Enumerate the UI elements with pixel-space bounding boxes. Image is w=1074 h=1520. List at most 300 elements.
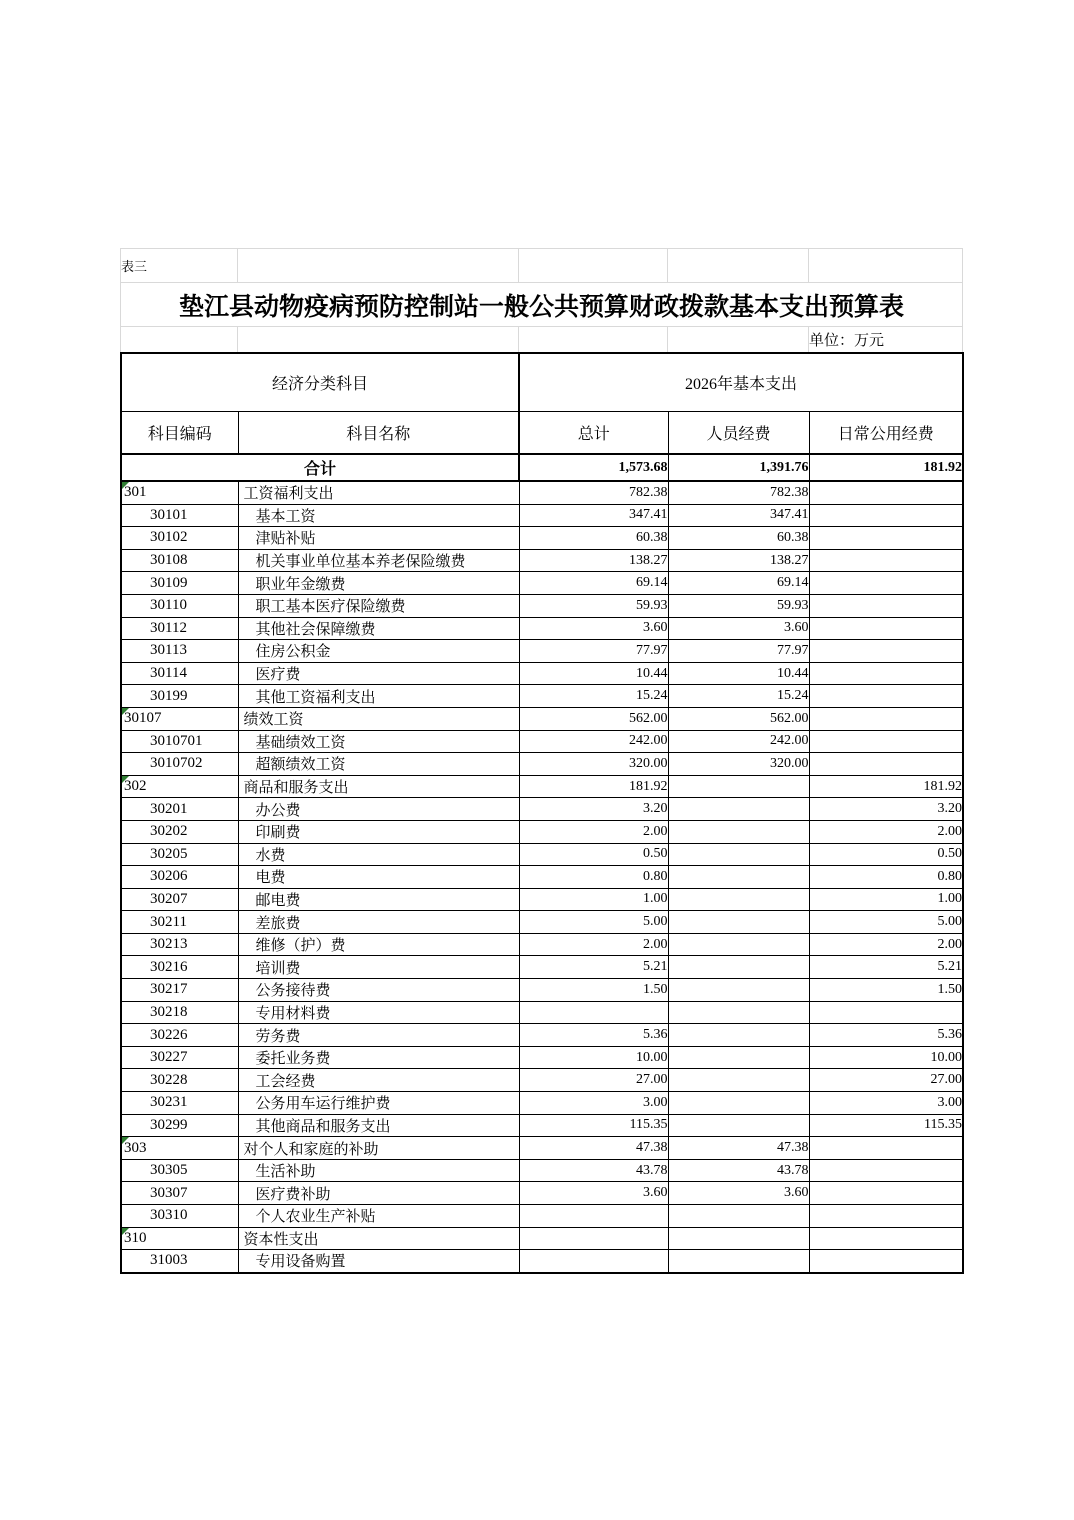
daily-public-value-cell-text: 181.92 [923,778,963,794]
subject-code-cell-text: 30109 [150,574,188,591]
total-row-total: 1,573.68 [519,454,668,481]
subject-name-cell-text: 电费 [255,870,286,887]
total-value-cell [519,1046,668,1069]
subject-name-cell-text: 公务接待费 [255,983,331,1000]
total-value-cell [519,707,668,730]
subject-name-cell-text: 资本性支出 [243,1231,319,1248]
table-row [121,933,963,956]
table-row [121,1205,963,1228]
subject-code-cell [121,820,238,843]
subject-name-cell-text: 超额绩效工资 [255,757,346,774]
subject-name-cell-text: 差旅费 [255,915,301,932]
personnel-value-cell-text: 59.93 [777,597,809,613]
total-value-cell [519,594,668,617]
subject-code-cell [121,956,238,979]
personnel-value-cell [668,707,809,730]
pre-header-grid [120,248,963,352]
total-value-cell-text: 15.24 [636,688,668,704]
subject-code-cell [121,1114,238,1137]
subject-code-cell [121,594,238,617]
table-row [121,617,963,640]
subject-code-cell-text: 310 [124,1229,147,1246]
subject-name-cell [238,617,519,640]
table-row [121,843,963,866]
personnel-value-cell [668,979,809,1002]
subject-name-cell-text: 机关事业单位基本养老保险缴费 [255,554,466,571]
table-row [121,572,963,595]
table-row [121,662,963,685]
total-value-cell [519,820,668,843]
subject-name-cell [238,685,519,708]
personnel-value-cell [668,662,809,685]
empty-cell [238,249,519,283]
personnel-value-cell-text: 69.14 [777,575,809,591]
subject-code-cell [121,1159,238,1182]
daily-public-value-cell-text: 0.50 [937,846,963,862]
subject-name-cell [238,504,519,527]
daily-public-value-cell [809,911,963,934]
column-header-row [121,412,963,455]
subject-code-cell-text: 30114 [150,665,187,682]
unit-note: 单位：万元 [809,327,963,353]
daily-public-value-cell [809,594,963,617]
subject-name-cell-text: 基础绩效工资 [255,734,346,751]
subject-code-cell-text: 30307 [150,1184,188,1201]
subject-code-cell [121,753,238,776]
personnel-value-cell [668,1182,809,1205]
total-value-cell-text: 3.20 [643,801,668,817]
total-value-cell [519,798,668,821]
subject-code-cell-text: 30112 [150,619,187,636]
subject-name-cell-text: 委托业务费 [255,1051,331,1068]
empty-cell [121,327,238,353]
subject-name-cell [238,979,519,1002]
subject-code-cell [121,707,238,730]
personnel-value-cell [668,730,809,753]
total-value-cell [519,866,668,889]
subject-code-cell [121,911,238,934]
daily-public-value-cell [809,843,963,866]
total-value-cell [519,617,668,640]
subject-name-cell-text: 医疗费补助 [255,1186,331,1203]
subject-code-cell-text: 30113 [150,642,187,659]
personnel-value-cell [668,866,809,889]
total-value-cell [519,1092,668,1115]
table-row [121,1114,963,1137]
budget-table [120,352,964,1274]
personnel-value-cell [668,572,809,595]
personnel-value-cell [668,640,809,663]
sheet-label: 表三 [121,249,238,283]
subject-name-cell-text: 专用材料费 [255,1005,331,1022]
total-value-cell [519,1001,668,1024]
daily-public-value-cell [809,1227,963,1250]
personnel-value-cell-text: 138.27 [770,552,809,568]
personnel-value-cell [668,798,809,821]
daily-public-value-cell [809,527,963,550]
subject-code-cell-text: 3010702 [150,755,203,772]
header-economic-classification: 经济分类科目 [121,353,519,412]
total-row [121,454,963,481]
subject-name-cell-text: 住房公积金 [255,644,331,661]
daily-public-value-cell [809,1001,963,1024]
table-row [121,730,963,753]
total-value-cell [519,1069,668,1092]
daily-public-value-cell-text: 10.00 [930,1049,963,1065]
personnel-value-cell [668,1227,809,1250]
total-row-label: 合计 [121,454,519,481]
personnel-value-cell-text: 242.00 [770,733,809,749]
total-value-cell [519,911,668,934]
subject-code-cell [121,1046,238,1069]
personnel-value-cell-text: 3.60 [784,620,809,636]
personnel-value-cell [668,1114,809,1137]
total-value-cell [519,1182,668,1205]
cell-error-triangle-icon [122,776,129,783]
subject-code-cell-text: 30299 [150,1116,188,1133]
cell-error-triangle-icon [122,1228,129,1235]
subject-name-cell [238,572,519,595]
subject-name-cell-text: 基本工资 [255,508,316,525]
subject-code-cell [121,1250,238,1273]
daily-public-value-cell-text: 3.20 [937,801,963,817]
total-value-cell-text: 138.27 [629,552,668,568]
personnel-value-cell-text: 10.44 [777,665,809,681]
total-value-cell [519,888,668,911]
daily-public-value-cell [809,775,963,798]
subject-code-cell-text: 31003 [150,1252,188,1269]
subject-name-cell [238,549,519,572]
daily-public-value-cell-text: 5.21 [937,959,963,975]
daily-public-value-cell [809,1046,963,1069]
subject-code-cell-text: 30206 [150,868,188,885]
total-value-cell-text: 10.44 [636,665,668,681]
subject-name-cell [238,1069,519,1092]
subject-code-cell-text: 30202 [150,823,188,840]
subject-code-cell [121,1001,238,1024]
total-value-cell [519,481,668,504]
subject-name-cell-text: 印刷费 [255,825,301,842]
subject-code-cell [121,1069,238,1092]
daily-public-value-cell [809,979,963,1002]
subject-name-cell-text: 职工基本医疗保险缴费 [255,599,406,616]
cell-error-triangle-icon [122,708,129,715]
table-row [121,911,963,934]
daily-public-value-cell [809,1182,963,1205]
total-value-cell-text: 782.38 [629,484,668,500]
table-row [121,775,963,798]
subject-code-cell [121,1137,238,1160]
subject-code-cell-text: 30216 [150,958,188,975]
daily-public-value-cell [809,888,963,911]
table-row [121,1137,963,1160]
personnel-value-cell [668,617,809,640]
table-row [121,888,963,911]
daily-public-value-cell [809,1205,963,1228]
subject-name-cell [238,481,519,504]
table-row [121,549,963,572]
cell-error-triangle-icon [122,1137,129,1144]
subject-name-cell-text: 培训费 [255,960,301,977]
subject-code-cell-text: 30226 [150,1026,188,1043]
group-header-row [121,353,963,412]
daily-public-value-cell-text: 3.00 [937,1094,963,1110]
total-row-personnel: 1,391.76 [668,454,809,481]
daily-public-value-cell-text: 2.00 [937,823,963,839]
subject-name-cell [238,888,519,911]
subject-name-cell-text: 工会经费 [255,1073,316,1090]
daily-public-value-cell-text: 1.50 [937,981,963,997]
subject-name-cell-text: 其他工资福利支出 [255,689,376,706]
daily-public-value-cell [809,617,963,640]
personnel-value-cell [668,1137,809,1160]
subject-code-cell-text: 30107 [124,710,162,727]
personnel-value-cell [668,685,809,708]
subject-code-cell [121,933,238,956]
daily-public-value-cell [809,1159,963,1182]
subject-code-cell-text: 30217 [150,981,188,998]
total-value-cell [519,843,668,866]
subject-name-cell-text: 生活补助 [255,1164,316,1181]
empty-cell [668,249,809,283]
total-value-cell [519,504,668,527]
personnel-value-cell [668,1024,809,1047]
total-value-cell-text: 115.35 [629,1117,668,1133]
subject-code-cell [121,1024,238,1047]
total-value-cell [519,979,668,1002]
table-row [121,685,963,708]
total-value-cell [519,730,668,753]
daily-public-value-cell-text: 115.35 [924,1117,963,1133]
personnel-value-cell-text: 60.38 [777,529,809,545]
daily-public-value-cell [809,753,963,776]
total-value-cell-text: 10.00 [636,1049,668,1065]
total-value-cell-text: 242.00 [629,733,668,749]
daily-public-value-cell-text: 0.80 [937,868,963,884]
total-value-cell-text: 5.21 [643,959,668,975]
subject-name-cell [238,1250,519,1273]
subject-code-cell-text: 30207 [150,890,188,907]
personnel-value-cell [668,1092,809,1115]
subject-code-cell [121,662,238,685]
total-value-cell [519,1024,668,1047]
total-value-cell [519,549,668,572]
total-value-cell [519,662,668,685]
daily-public-value-cell [809,707,963,730]
subject-code-cell-text: 303 [124,1139,147,1156]
table-row [121,594,963,617]
daily-public-value-cell [809,798,963,821]
personnel-value-cell [668,1159,809,1182]
personnel-value-cell [668,820,809,843]
subject-name-cell [238,1046,519,1069]
subject-name-cell [238,911,519,934]
total-value-cell [519,640,668,663]
subject-code-cell-text: 30227 [150,1049,188,1066]
subject-code-cell [121,527,238,550]
subject-name-cell [238,775,519,798]
total-value-cell-text: 59.93 [636,597,668,613]
table-row [121,1069,963,1092]
table-row [121,753,963,776]
subject-name-cell [238,730,519,753]
daily-public-value-cell [809,1114,963,1137]
daily-public-value-cell [809,820,963,843]
empty-cell [668,327,809,353]
subject-name-cell-text: 维修（护）费 [255,938,346,955]
subject-code-cell [121,979,238,1002]
header-year-basic-expenditure: 2026年基本支出 [519,353,963,412]
empty-cell [519,327,668,353]
total-value-cell-text: 1.00 [643,891,668,907]
table-row [121,1046,963,1069]
personnel-value-cell [668,549,809,572]
subject-name-cell-text: 个人农业生产补贴 [255,1209,376,1226]
column-header-subject-name: 科目名称 [238,412,519,455]
personnel-value-cell [668,911,809,934]
table-row [121,481,963,504]
subject-code-cell [121,504,238,527]
subject-code-cell-text: 30218 [150,1003,188,1020]
subject-name-cell-text: 商品和服务支出 [243,780,349,797]
subject-code-cell-text: 30231 [150,1094,188,1111]
subject-name-cell-text: 水费 [255,847,286,864]
daily-public-value-cell [809,572,963,595]
daily-public-value-cell [809,1137,963,1160]
total-value-cell-text: 3.60 [643,1185,668,1201]
subject-name-cell-text: 医疗费 [255,667,301,684]
daily-public-value-cell-text: 2.00 [937,936,963,952]
table-row [121,1092,963,1115]
personnel-value-cell-text: 320.00 [770,755,809,771]
total-value-cell [519,1137,668,1160]
subject-code-cell [121,843,238,866]
total-value-cell [519,1250,668,1273]
daily-public-value-cell [809,1069,963,1092]
subject-code-cell [121,1205,238,1228]
personnel-value-cell [668,1205,809,1228]
subject-name-cell [238,1001,519,1024]
subject-code-cell-text: 30108 [150,552,188,569]
budget-rows [121,353,963,1273]
total-value-cell-text: 27.00 [636,1072,668,1088]
subject-code-cell-text: 30201 [150,800,188,817]
subject-code-cell [121,888,238,911]
personnel-value-cell [668,527,809,550]
subject-name-cell [238,1092,519,1115]
subject-name-cell [238,1137,519,1160]
subject-name-cell [238,1227,519,1250]
daily-public-value-cell [809,685,963,708]
subject-code-cell [121,481,238,504]
subject-name-cell-text: 津贴补贴 [255,531,316,548]
daily-public-value-cell [809,730,963,753]
subject-name-cell [238,1159,519,1182]
table-row [121,640,963,663]
subject-code-cell [121,1182,238,1205]
total-value-cell [519,1159,668,1182]
total-value-cell-text: 1.50 [643,981,668,997]
subject-name-cell [238,594,519,617]
subject-code-cell-text: 301 [124,484,147,501]
table-row [121,956,963,979]
total-value-cell [519,753,668,776]
subject-code-cell-text: 30205 [150,845,188,862]
personnel-value-cell-text: 47.38 [777,1140,809,1156]
subject-name-cell [238,1205,519,1228]
total-value-cell-text: 562.00 [629,710,668,726]
table-row [121,1250,963,1273]
subject-code-cell [121,549,238,572]
personnel-value-cell [668,1250,809,1273]
subject-name-cell [238,1182,519,1205]
subject-code-cell-text: 30228 [150,1071,188,1088]
personnel-value-cell-text: 3.60 [784,1185,809,1201]
personnel-value-cell-text: 15.24 [777,688,809,704]
column-header-daily-public: 日常公用经费 [809,412,963,455]
subject-code-cell [121,866,238,889]
total-value-cell-text: 2.00 [643,823,668,839]
daily-public-value-cell [809,1024,963,1047]
daily-public-value-cell [809,481,963,504]
daily-public-value-cell [809,1250,963,1273]
total-value-cell-text: 0.80 [643,868,668,884]
personnel-value-cell [668,843,809,866]
total-value-cell [519,775,668,798]
total-value-cell-text: 3.60 [643,620,668,636]
total-value-cell-text: 5.36 [643,1027,668,1043]
cell-error-triangle-icon [122,482,129,489]
total-value-cell-text: 47.38 [636,1140,668,1156]
total-value-cell [519,933,668,956]
subject-name-cell [238,820,519,843]
table-row [121,504,963,527]
unit-row [121,327,963,353]
total-value-cell-text: 0.50 [643,846,668,862]
subject-name-cell-text: 职业年金缴费 [255,576,346,593]
subject-name-cell [238,527,519,550]
table-row [121,866,963,889]
column-header-total: 总计 [519,412,668,455]
subject-code-cell-text: 30199 [150,687,188,704]
daily-public-value-cell [809,866,963,889]
total-value-cell-text: 5.00 [643,914,668,930]
total-value-cell [519,685,668,708]
page-title: 垫江县动物疫病预防控制站一般公共预算财政拨款基本支出预算表 [121,283,963,327]
daily-public-value-cell-text: 5.00 [937,914,963,930]
subject-name-cell-text: 工资福利支出 [243,486,334,503]
total-value-cell-text: 181.92 [629,778,668,794]
subject-name-cell-text: 绩效工资 [243,712,304,729]
column-header-personnel: 人员经费 [668,412,809,455]
total-value-cell-text: 347.41 [629,507,668,523]
subject-code-cell-text: 30211 [150,913,187,930]
table-row [121,707,963,730]
total-value-cell-text: 43.78 [636,1162,668,1178]
personnel-value-cell [668,1001,809,1024]
subject-name-cell-text: 对个人和家庭的补助 [243,1141,379,1158]
personnel-value-cell [668,1046,809,1069]
table-row [121,1001,963,1024]
daily-public-value-cell-text: 27.00 [930,1072,963,1088]
table-row [121,1159,963,1182]
daily-public-value-cell [809,549,963,572]
subject-code-cell-text: 30101 [150,506,188,523]
table-row [121,1227,963,1250]
subject-code-cell [121,640,238,663]
personnel-value-cell [668,933,809,956]
total-row-daily-public: 181.92 [809,454,963,481]
